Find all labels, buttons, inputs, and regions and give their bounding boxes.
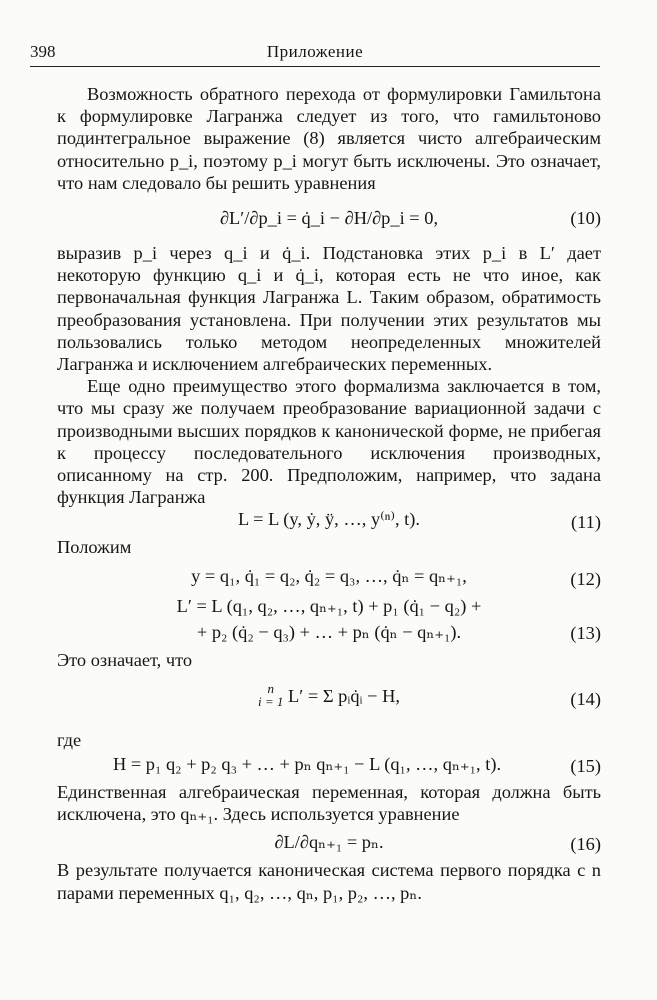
equation-15-number: (15) (570, 756, 601, 777)
equation-16-number: (16) (570, 834, 601, 855)
page-body (57, 83, 601, 904)
phrase-eto-oznachaet: Это означает, что (57, 649, 193, 670)
equation-12-number: (12) (570, 568, 601, 589)
equation-15 (57, 751, 601, 781)
paragraph-5: В результате получается каноническая система первого порядка с n парами переменных q₁, q₂, …, qₙ, p₁, p₂, …, pₙ. (57, 860, 601, 903)
word-gde: где (57, 729, 82, 750)
paragraph-4: Единственная алгебраическая переменная, которая должна быть исключена, это qₙ₊₁. Здесь используется уравнение (57, 782, 601, 825)
equation-12 (57, 559, 601, 593)
sum-operator (258, 682, 283, 708)
equation-11 (57, 508, 601, 536)
equation-13 (57, 593, 601, 649)
equation-10-body: ∂L′/∂p_i = q̇_i − ∂H/∂p_i = 0, (219, 208, 439, 229)
running-title: Приложение (266, 42, 364, 61)
equation-14-number: (14) (570, 688, 601, 709)
paragraph-2: выразив p_i через q_i и q̇_i. Подстановка этих p_i в L′ дает некоторую функцию q_i и q̇_i, которая есть не что иное, как первоначальная функция Лагранжа L. Таким образом, обратимость преобразования установлена. При получении этих результатов мы пользовались только методом неопределенных множителей Лагранжа и исключением алгебраических переменных. (57, 243, 601, 375)
equation-13-line-1: L′ = L (q₁, q₂, …, qₙ₊₁, t) + p₁ (q̇₁ − q₂) + (176, 595, 482, 616)
equation-10-number: (10) (570, 208, 601, 229)
equation-15-body: H = p₁ q₂ + p₂ q₃ + … + pₙ qₙ₊₁ − L (q₁, …, qₙ₊₁, t). (112, 754, 502, 775)
equation-14 (57, 671, 601, 729)
equation-13-line-2: + p₂ (q̇₂ − q₃) + … + pₙ (q̇ₙ − qₙ₊₁). (196, 621, 462, 642)
page-number: 398 (30, 42, 56, 61)
equation-16-body: ∂L/∂qₙ₊₁ = pₙ. (274, 832, 384, 853)
page-header (30, 40, 600, 66)
equation-11-number: (11) (571, 512, 601, 533)
header-rule (30, 66, 600, 67)
equation-13-number: (13) (570, 622, 601, 643)
sum-lower-limit: i = 1 (258, 693, 284, 709)
sum-upper-limit: n (267, 680, 274, 696)
paragraph-1: Возможность обратного перехода от формулировки Гамильтона к формулировке Лагранжа следует из того, что гамильтоново подинтегральное выражение (8) является чисто алгебраическим относительно p_i, поэтому p_i могут быть исключены. Это означает, что нам следовало бы решить уравнения (57, 84, 601, 193)
equation-10 (57, 194, 601, 242)
equation-16 (57, 825, 601, 859)
equation-14-wrap (258, 680, 400, 709)
equation-12-body: y = q₁, q̇₁ = q₂, q̇₂ = q₃, …, q̇ₙ = qₙ₊₁, (191, 565, 467, 586)
paragraph-3: Еще одно преимущество этого формализма заключается в том, что мы сразу же получаем преобразование вариационной задачи с производными высших порядков к канонической форме, не прибегая к процессу последовательного исключения производных, описанному на стр. 200. Предположим, например, что задана функция Лагранжа (57, 376, 601, 508)
equation-14-body: L′ = Σ pᵢq̇ᵢ − H, (288, 686, 400, 707)
word-polozhim: Положим (57, 537, 132, 558)
equation-11-body: L = L (y, ẏ, ÿ, …, y⁽ⁿ⁾, t). (237, 509, 420, 530)
